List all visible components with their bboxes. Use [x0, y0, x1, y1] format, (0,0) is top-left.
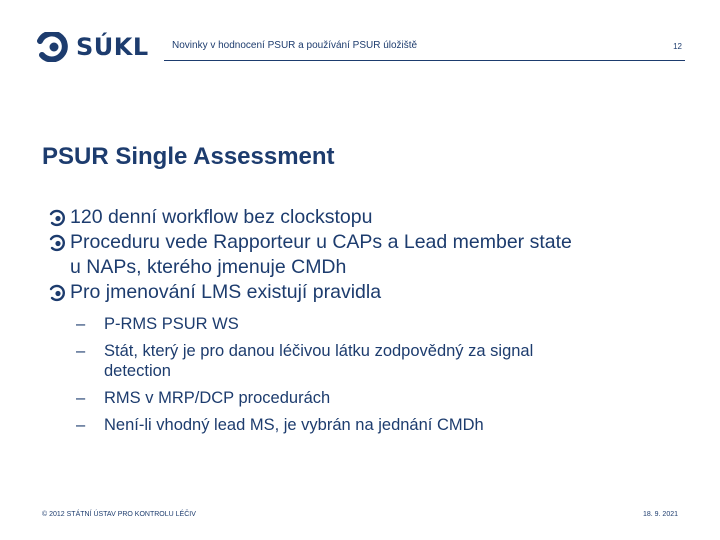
bullet-logo-icon — [48, 233, 66, 253]
sub-bullet-text — [104, 388, 330, 408]
bullet-text — [70, 230, 572, 280]
bullet-logo-icon — [48, 283, 66, 303]
sub-bullet-line: RMS v MRP/DCP procedurách — [104, 389, 331, 407]
header-title: Novinky v hodnocení PSUR a používání PSUR úložiště — [172, 40, 418, 51]
bullet-line: 120 denní workflow bez clockstopu — [70, 206, 373, 228]
footer-date: 18. 9. 2021 — [642, 511, 678, 518]
bullet-logo-icon — [48, 208, 66, 228]
bullet-line: Proceduru vede Rapporteur u CAPs a Lead member state — [70, 231, 572, 253]
sub-bullet-line: Stát, který je pro danou léčivou látku zodpovědný za signal — [104, 342, 534, 360]
dash-marker: – — [76, 416, 86, 434]
footer-copyright: © 2012 STÁTNÍ ÚSTAV PRO KONTROLU LÉČIV — [42, 511, 196, 518]
sub-bullet-line: detection — [104, 362, 171, 380]
slide-title: PSUR Single Assessment — [42, 143, 335, 170]
slide-content — [48, 205, 688, 442]
slide-number: 12 — [673, 42, 682, 51]
sub-bullet-line: P-RMS PSUR WS — [104, 315, 239, 333]
sub-bullet-text — [104, 314, 239, 334]
sub-bullet-text — [104, 415, 484, 435]
bullet-line: u NAPs, kterého jmenuje CMDh — [70, 256, 347, 278]
sukl-logo — [36, 32, 149, 62]
dash-marker: – — [76, 389, 86, 407]
dash-marker: – — [76, 315, 86, 333]
sub-bullet-text — [104, 341, 533, 381]
sub-bullet-item — [76, 415, 688, 435]
header-divider — [164, 60, 685, 61]
dash-marker: – — [76, 342, 86, 360]
bullet-item — [48, 205, 688, 230]
sub-bullet-item — [76, 388, 688, 408]
bullet-item — [48, 230, 688, 280]
sukl-logo-mark-icon — [36, 32, 70, 62]
bullet-text — [70, 205, 372, 230]
sub-bullet-item — [76, 341, 688, 381]
sub-bullet-list — [76, 314, 688, 435]
bullet-text — [70, 280, 381, 305]
sub-bullet-item — [76, 314, 688, 334]
bullet-line: Pro jmenování LMS existují pravidla — [70, 281, 382, 303]
sub-bullet-line: Není-li vhodný lead MS, je vybrán na jednání CMDh — [104, 416, 484, 434]
logo-text: SÚKL — [76, 33, 149, 61]
bullet-item — [48, 280, 688, 305]
